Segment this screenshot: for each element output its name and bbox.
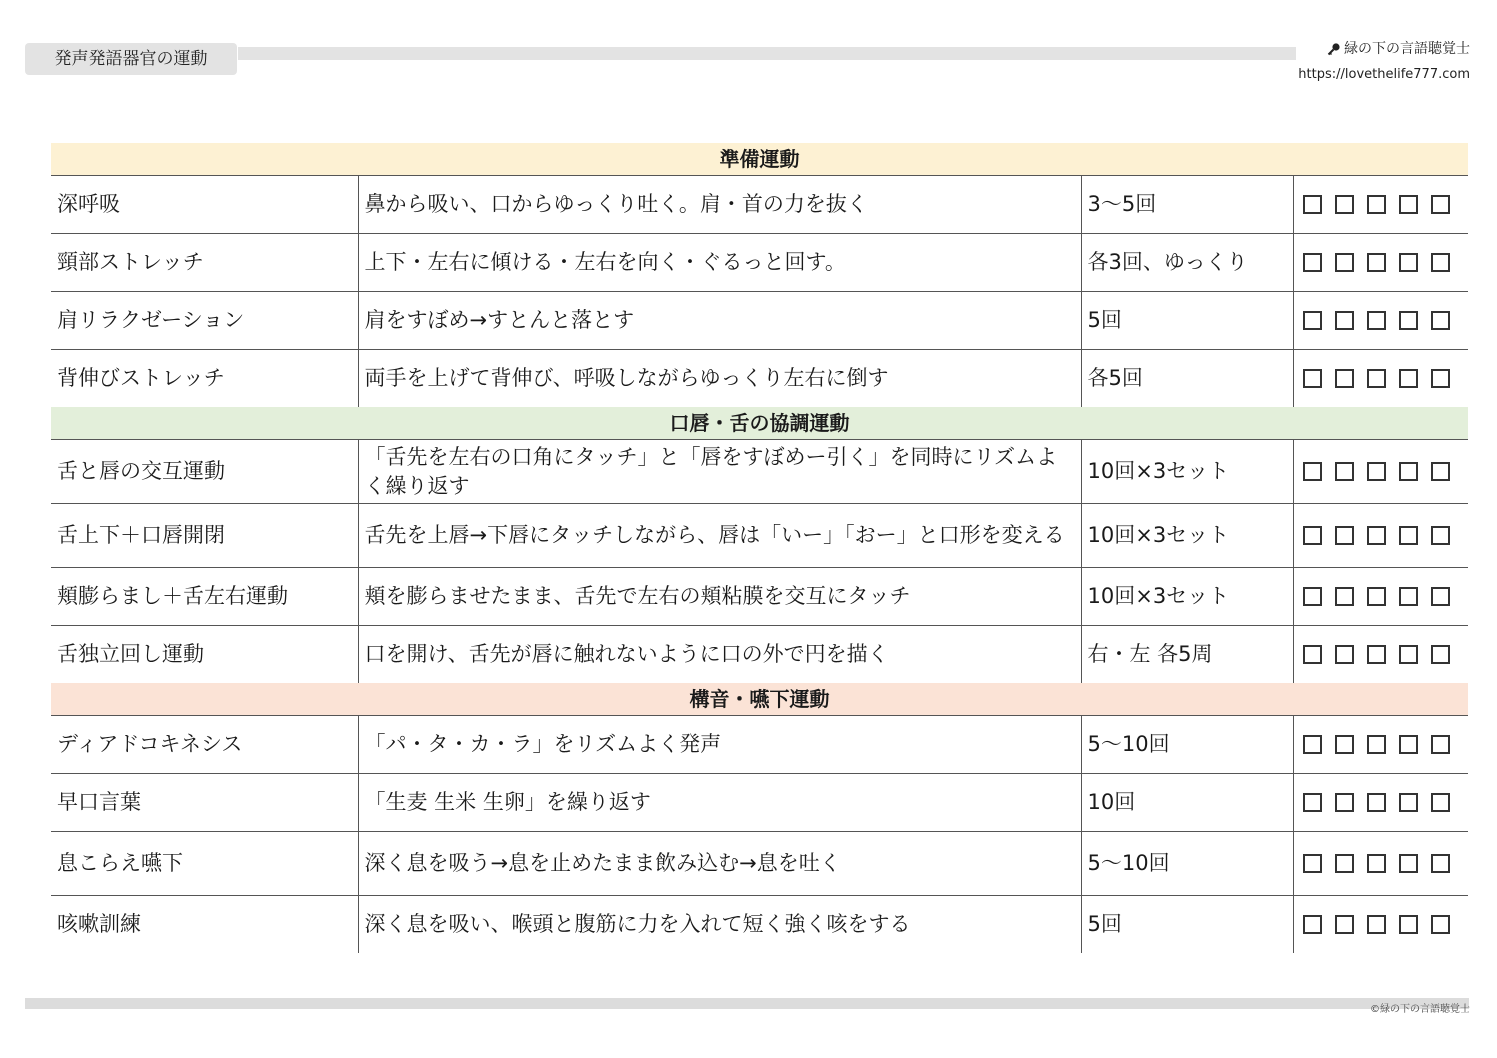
exercise-table <box>51 143 1468 953</box>
exercise-name: 舌独立回し運動 <box>51 626 358 684</box>
exercise-description: 頬を膨らませたまま、舌先で左右の頬粘膜を交互にタッチ <box>358 568 1081 626</box>
checkbox-group <box>1293 350 1468 408</box>
exercise-name: 咳嗽訓練 <box>51 896 358 954</box>
exercise-name: ディアドコキネシス <box>51 716 358 774</box>
exercise-name: 早口言葉 <box>51 774 358 832</box>
checkbox[interactable] <box>1431 369 1450 388</box>
checkbox-group <box>1293 234 1468 292</box>
checkbox[interactable] <box>1399 587 1418 606</box>
checkbox[interactable] <box>1431 854 1450 873</box>
checkbox[interactable] <box>1303 587 1322 606</box>
checkbox[interactable] <box>1399 253 1418 272</box>
checkbox[interactable] <box>1303 854 1322 873</box>
checkbox-group <box>1293 626 1468 684</box>
checkbox[interactable] <box>1335 915 1354 934</box>
checkbox[interactable] <box>1431 526 1450 545</box>
table-row <box>51 440 1468 504</box>
exercise-name: 舌と唇の交互運動 <box>51 440 358 504</box>
header-bar <box>238 47 1296 60</box>
checkbox[interactable] <box>1335 854 1354 873</box>
checkbox[interactable] <box>1367 915 1386 934</box>
section-header-2 <box>51 407 1468 440</box>
exercise-reps: 右・左 各5周 <box>1081 626 1293 684</box>
checkbox[interactable] <box>1303 526 1322 545</box>
checkbox[interactable] <box>1335 645 1354 664</box>
checkbox[interactable] <box>1335 195 1354 214</box>
checkbox[interactable] <box>1399 735 1418 754</box>
exercise-name: 頸部ストレッチ <box>51 234 358 292</box>
checkbox[interactable] <box>1335 253 1354 272</box>
exercise-name: 舌上下＋口唇開閉 <box>51 504 358 568</box>
checkbox-group <box>1293 568 1468 626</box>
checkbox[interactable] <box>1431 915 1450 934</box>
exercise-description: 上下・左右に傾ける・左右を向く・ぐるっと回す。 <box>358 234 1081 292</box>
checkbox[interactable] <box>1399 311 1418 330</box>
checkbox[interactable] <box>1303 645 1322 664</box>
table-row <box>51 350 1468 408</box>
copyright: ©緑の下の言語聴覚士 <box>1370 1004 1470 1015</box>
checkbox[interactable] <box>1431 587 1450 606</box>
table-row <box>51 292 1468 350</box>
exercise-name: 頬膨らまし＋舌左右運動 <box>51 568 358 626</box>
exercise-description: 口を開け、舌先が唇に触れないように口の外で円を描く <box>358 626 1081 684</box>
brand-url[interactable]: https://lovethelife777.com <box>1298 67 1470 82</box>
exercise-reps: 5～10回 <box>1081 832 1293 896</box>
checkbox[interactable] <box>1303 253 1322 272</box>
exercise-description: 「生麦 生米 生卵」を繰り返す <box>358 774 1081 832</box>
checkbox[interactable] <box>1367 253 1386 272</box>
exercise-reps: 10回×3セット <box>1081 440 1293 504</box>
checkbox[interactable] <box>1431 253 1450 272</box>
checkbox[interactable] <box>1335 462 1354 481</box>
checkbox[interactable] <box>1367 311 1386 330</box>
checkbox[interactable] <box>1367 369 1386 388</box>
exercise-name: 深呼吸 <box>51 176 358 234</box>
checkbox[interactable] <box>1399 793 1418 812</box>
table-row <box>51 234 1468 292</box>
exercise-reps: 5回 <box>1081 896 1293 954</box>
checkbox[interactable] <box>1303 311 1322 330</box>
exercise-description: 舌先を上唇→下唇にタッチしながら、唇は「いー」「おー」と口形を変える <box>358 504 1081 568</box>
exercise-reps: 各3回、ゆっくり <box>1081 234 1293 292</box>
checkbox[interactable] <box>1303 195 1322 214</box>
checkbox[interactable] <box>1335 311 1354 330</box>
checkbox-group <box>1293 716 1468 774</box>
checkbox[interactable] <box>1367 587 1386 606</box>
section-header-3 <box>51 683 1468 716</box>
exercise-name: 背伸びストレッチ <box>51 350 358 408</box>
exercise-reps: 3～5回 <box>1081 176 1293 234</box>
checkbox[interactable] <box>1431 645 1450 664</box>
brand-block <box>1230 40 1470 84</box>
section-title: 準備運動 <box>51 143 1468 176</box>
exercise-description: 「舌先を左右の口角にタッチ」と「唇をすぼめー引く」を同時にリズムよく繰り返す <box>358 440 1081 504</box>
checkbox[interactable] <box>1431 195 1450 214</box>
checkbox[interactable] <box>1335 369 1354 388</box>
checkbox[interactable] <box>1303 462 1322 481</box>
checkbox[interactable] <box>1431 311 1450 330</box>
table-row <box>51 176 1468 234</box>
magnifier-key-icon <box>1327 42 1341 56</box>
table-row <box>51 568 1468 626</box>
checkbox[interactable] <box>1367 793 1386 812</box>
exercise-description: 深く息を吸い、喉頭と腹筋に力を入れて短く強く咳をする <box>358 896 1081 954</box>
section-title: 構音・嚥下運動 <box>51 683 1468 716</box>
section-header-1 <box>51 143 1468 176</box>
checkbox[interactable] <box>1431 735 1450 754</box>
checkbox[interactable] <box>1303 369 1322 388</box>
checkbox[interactable] <box>1335 526 1354 545</box>
checkbox-group <box>1293 504 1468 568</box>
checkbox-group <box>1293 176 1468 234</box>
exercise-description: 深く息を吸う→息を止めたまま飲み込む→息を吐く <box>358 832 1081 896</box>
checkbox-group <box>1293 292 1468 350</box>
checkbox[interactable] <box>1399 915 1418 934</box>
checkbox[interactable] <box>1367 195 1386 214</box>
checkbox[interactable] <box>1335 587 1354 606</box>
checkbox[interactable] <box>1399 854 1418 873</box>
checkbox[interactable] <box>1431 462 1450 481</box>
exercise-reps: 10回×3セット <box>1081 504 1293 568</box>
checkbox[interactable] <box>1399 462 1418 481</box>
table-row <box>51 504 1468 568</box>
exercise-name: 肩リラクゼーション <box>51 292 358 350</box>
table-row <box>51 832 1468 896</box>
exercise-name: 息こらえ嚥下 <box>51 832 358 896</box>
exercise-description: 肩をすぼめ→すとんと落とす <box>358 292 1081 350</box>
footer-bar <box>25 998 1469 1009</box>
brand-name: 緑の下の言語聴覚士 <box>1344 41 1470 57</box>
checkbox-group <box>1293 440 1468 504</box>
table-row <box>51 626 1468 684</box>
table-row <box>51 896 1468 954</box>
section-title: 口唇・舌の協調運動 <box>51 407 1468 440</box>
checkbox[interactable] <box>1335 793 1354 812</box>
exercise-reps: 10回×3セット <box>1081 568 1293 626</box>
exercise-reps: 各5回 <box>1081 350 1293 408</box>
table-row <box>51 716 1468 774</box>
checkbox[interactable] <box>1399 645 1418 664</box>
checkbox[interactable] <box>1367 645 1386 664</box>
checkbox[interactable] <box>1367 735 1386 754</box>
exercise-reps: 5～10回 <box>1081 716 1293 774</box>
checkbox[interactable] <box>1303 793 1322 812</box>
checkbox[interactable] <box>1335 735 1354 754</box>
table-row <box>51 774 1468 832</box>
checkbox[interactable] <box>1303 735 1322 754</box>
checkbox[interactable] <box>1367 854 1386 873</box>
checkbox[interactable] <box>1431 793 1450 812</box>
checkbox[interactable] <box>1399 195 1418 214</box>
exercise-description: 両手を上げて背伸び、呼吸しながらゆっくり左右に倒す <box>358 350 1081 408</box>
checkbox[interactable] <box>1303 915 1322 934</box>
exercise-reps: 10回 <box>1081 774 1293 832</box>
checkbox[interactable] <box>1367 462 1386 481</box>
checkbox-group <box>1293 774 1468 832</box>
checkbox-group <box>1293 896 1468 954</box>
exercise-description: 鼻から吸い、口からゆっくり吐く。肩・首の力を抜く <box>358 176 1081 234</box>
checkbox[interactable] <box>1399 526 1418 545</box>
checkbox[interactable] <box>1399 369 1418 388</box>
checkbox[interactable] <box>1367 526 1386 545</box>
exercise-reps: 5回 <box>1081 292 1293 350</box>
exercise-description: 「パ・タ・カ・ラ」をリズムよく発声 <box>358 716 1081 774</box>
page-title: 発声発語器官の運動 <box>25 43 237 75</box>
checkbox-group <box>1293 832 1468 896</box>
